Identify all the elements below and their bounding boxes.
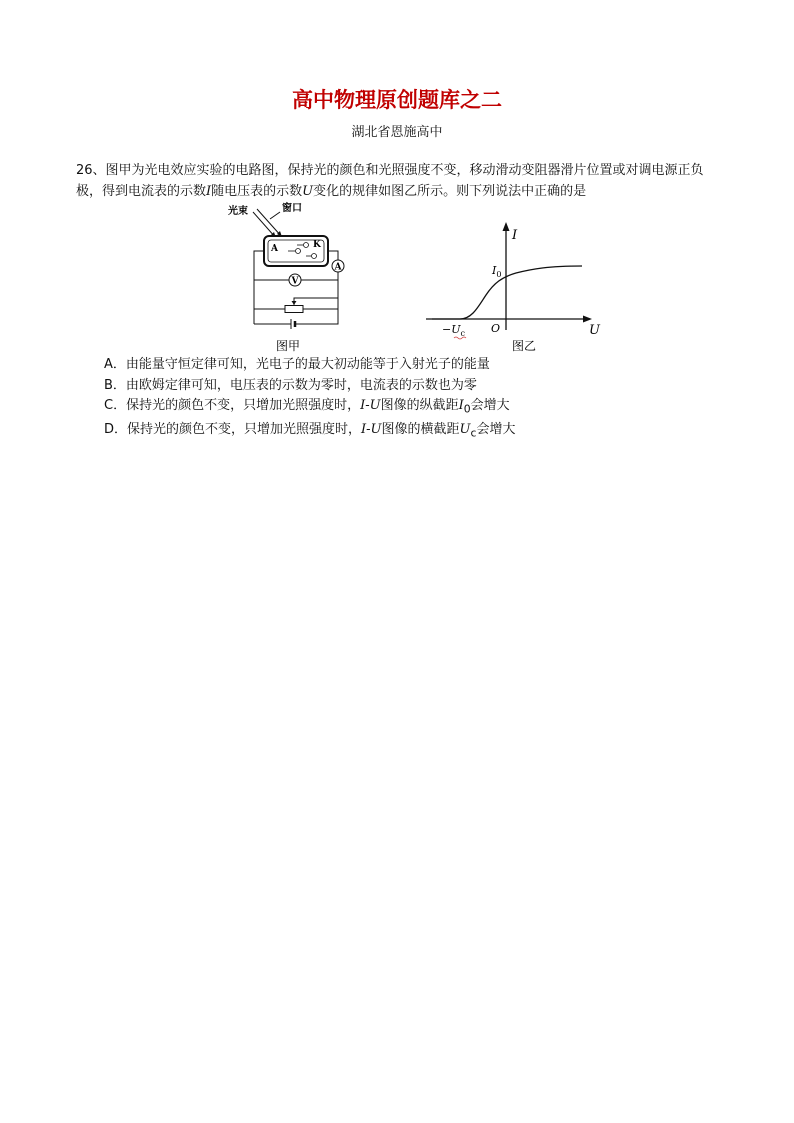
wire-right-top [328,251,338,260]
y-axis-arrow [503,222,510,231]
school-name: 湖北省恩施高中 [351,125,443,140]
figure-circuit [226,200,356,355]
label-minus-Uc: $-U_c$ [442,323,465,338]
slider-arrow [292,301,297,305]
question-number: 26 [76,163,93,178]
window-pointer [270,212,280,219]
ammeter-label: A [334,262,342,273]
stem-part-b: 随电压表的示数 [211,184,303,199]
stem-part-c: 变化的规律如图乙所示。则下列说法中正确的是 [313,184,587,199]
axis-label-y: I [512,228,518,243]
x-axis-arrow [583,316,592,323]
label-light-beam: 光束 [228,206,248,217]
axis-label-x: U [589,323,600,338]
options-list [104,355,515,444]
question-stem [76,160,726,202]
iu-graph [420,222,610,357]
option-b[interactable]: B．由欧姆定律可知，电压表的示数为零时，电流表的示数也为零 [104,377,477,393]
option-d[interactable]: D．保持光的颜色不变，只增加光照强度时，I-U图像的横截距$U_c$会增大 [104,422,516,440]
rheostat-icon [285,306,303,313]
circuit-diagram [226,200,356,355]
page-title: 高中物理原创题库之二 [292,87,502,112]
iu-curve [432,266,582,319]
label-window: 窗口 [282,203,302,214]
caption-figure-a: 图甲 [276,339,301,353]
option-a[interactable]: A．由能量守恒定律可知，光电子的最大初动能等于入射光子的能量 [104,357,490,372]
option-c[interactable]: C．保持光的颜色不变，只增加光照强度时，I-U图像的纵截距$I_0$会增大 [104,398,510,416]
label-I0: $I_0$ [492,264,502,279]
wire-left [254,251,264,324]
caption-figure-b: 图乙 [512,339,537,353]
stem-part-a: 、图甲为光电效应实验的电路图，保持光的颜色和光照强度不变，移动滑动变阻器滑片位置或对调电源正负极，得到电流表的示数 [76,163,704,199]
label-anode: A [271,244,278,254]
figure-iu-graph [420,222,610,357]
label-cathode: K [313,240,321,250]
label-origin: O [491,322,501,335]
slider-wire [294,298,338,305]
voltmeter-label: V [291,276,299,287]
var-I: I [206,184,212,199]
var-U: U [302,184,314,199]
